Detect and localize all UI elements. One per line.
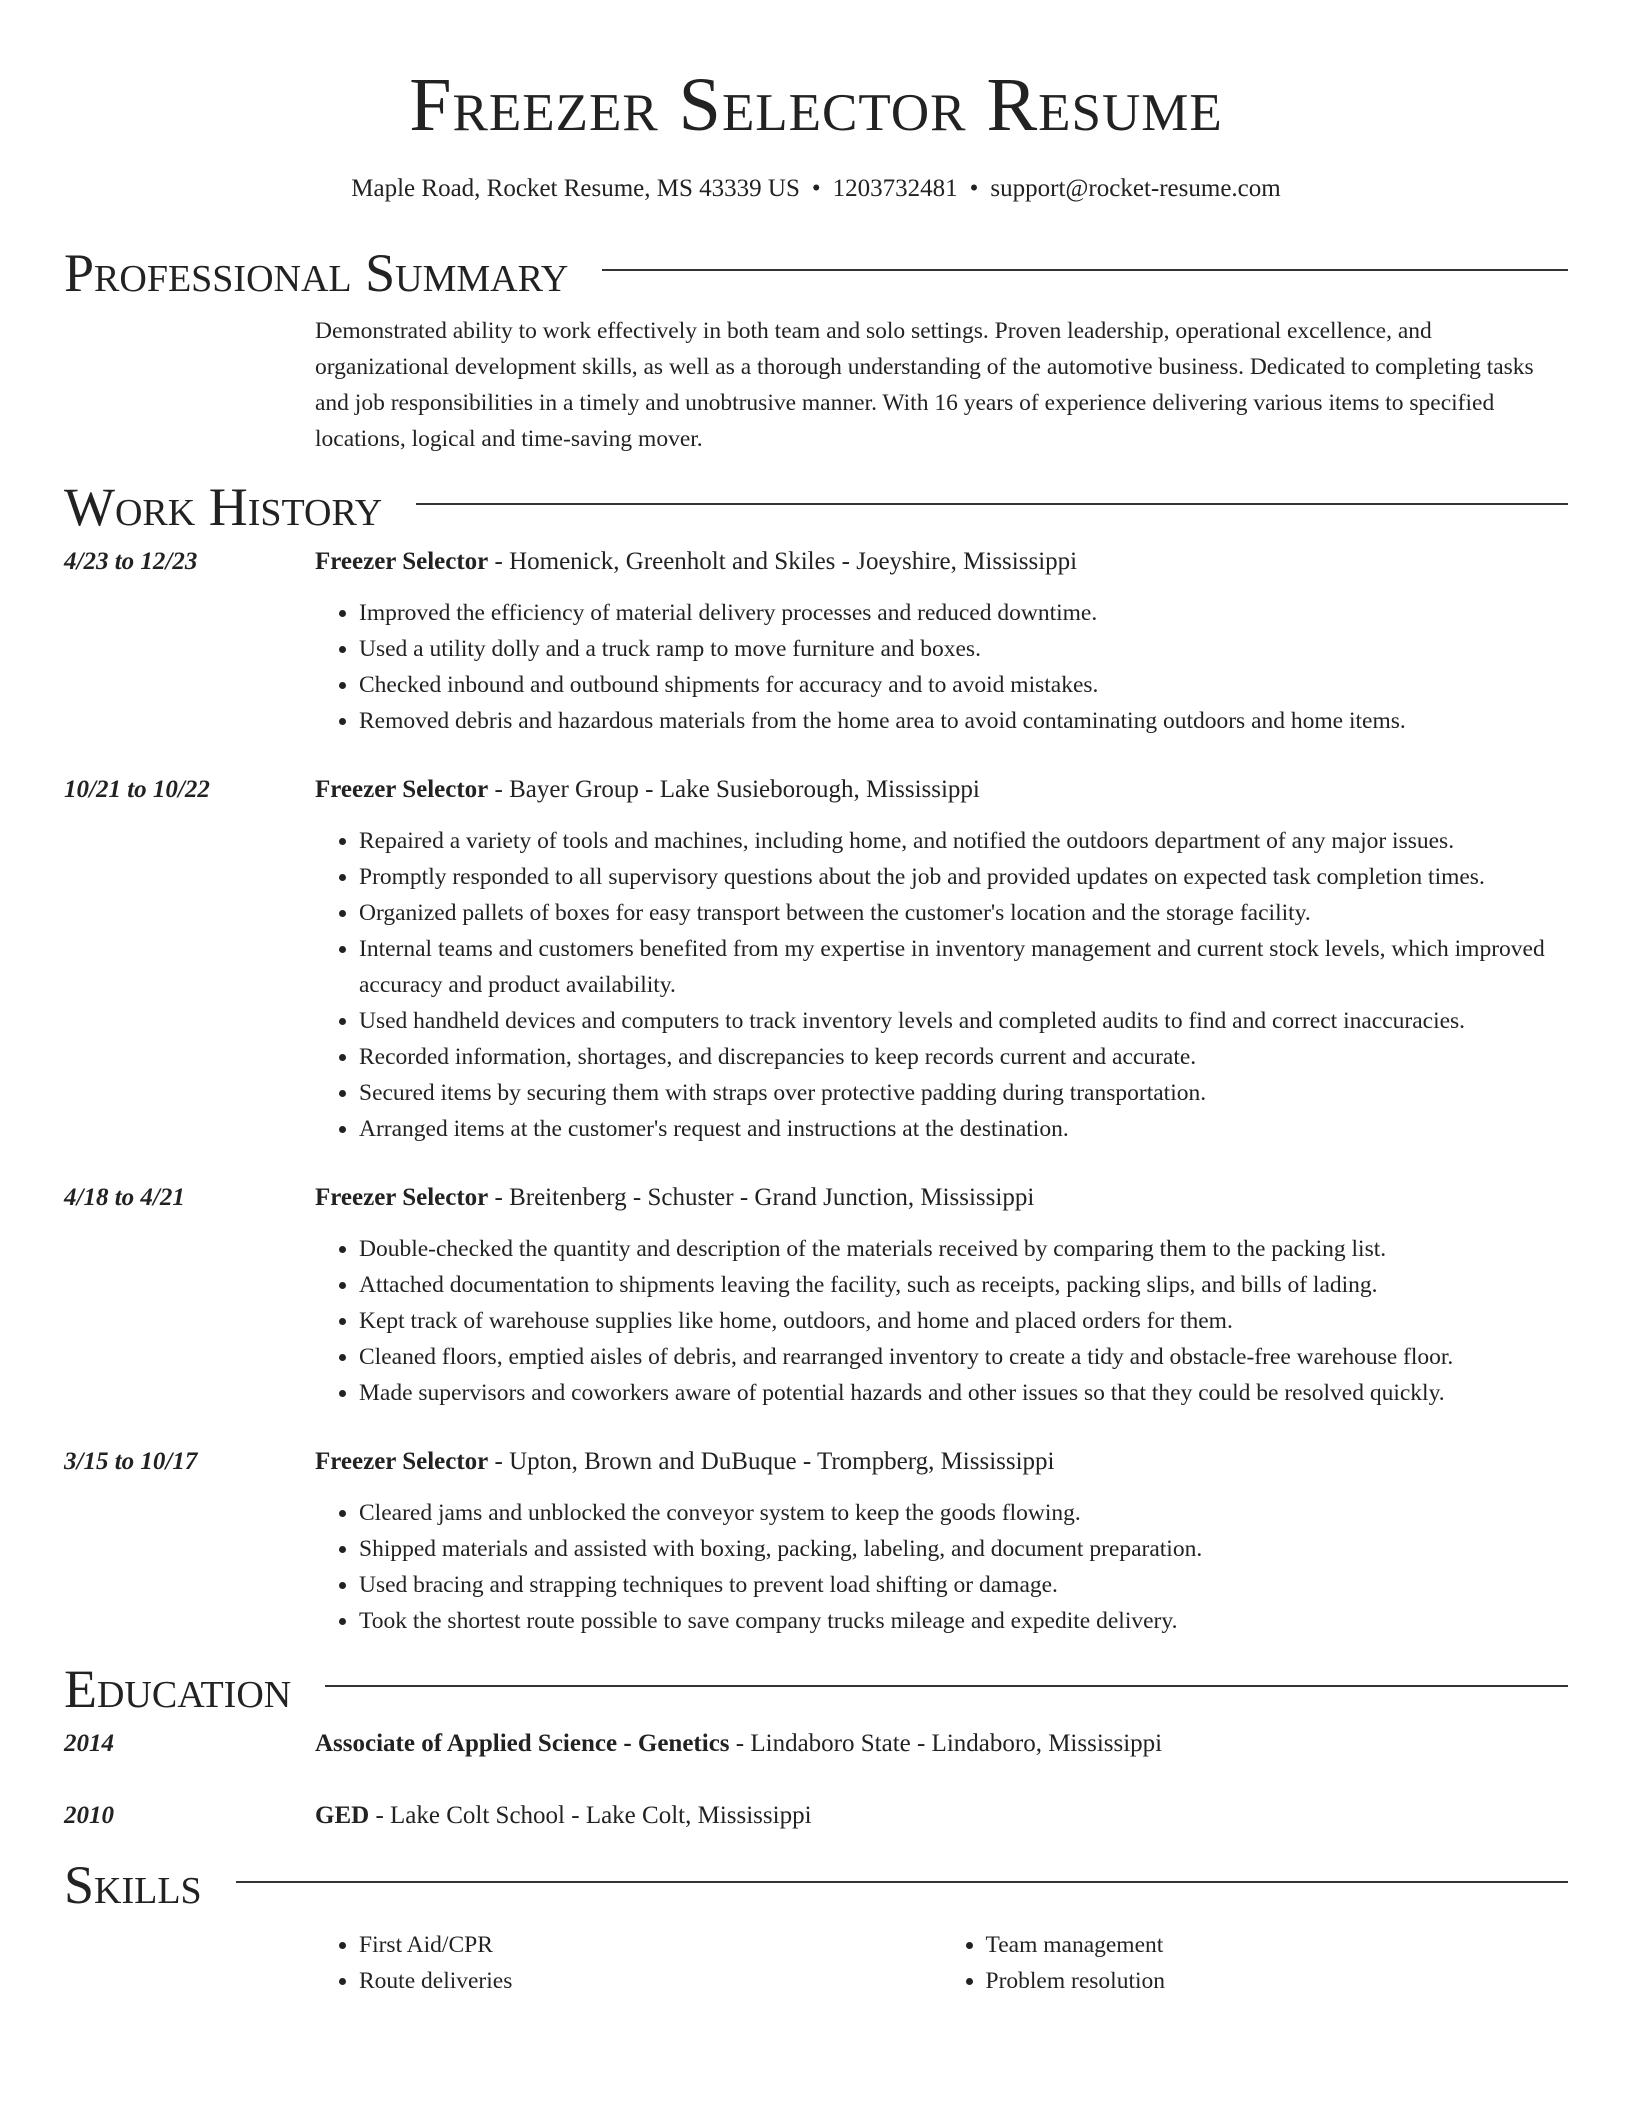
section-rule [325, 1685, 1568, 1687]
job-bullet: • Kept track of warehouse supplies like home, outdoors, and home and placed orders for them. [359, 1303, 1568, 1339]
job-body [315, 545, 1568, 739]
job-title: Freezer Selector [315, 776, 489, 803]
job-bullet: • Cleared jams and unblocked the conveyor system to keep the goods flowing. [359, 1495, 1568, 1531]
job-dates: 3/15 to 10/17 [64, 1448, 198, 1475]
job-bullet: • Used handheld devices and computers to track inventory levels and completed audits to find and correct inaccuracies. [359, 1003, 1568, 1039]
job-dates: 4/23 to 12/23 [64, 548, 198, 575]
education-heading [315, 1727, 1568, 1761]
job-dates: 10/21 to 10/22 [64, 776, 210, 803]
section-rule [236, 1881, 1568, 1883]
job-heading [315, 545, 1568, 579]
section-work-header [64, 477, 1568, 537]
job-heading [315, 1445, 1568, 1479]
education-details: - Lake Colt School - Lake Colt, Mississippi [369, 1802, 812, 1829]
education-body [315, 1799, 1568, 1833]
job-bullet: • Promptly responded to all supervisory questions about the job and provided updates on expected task completion times. [359, 859, 1568, 895]
job-bullet: • Shipped materials and assisted with boxing, packing, labeling, and document preparation. [359, 1531, 1568, 1567]
skill-item: • Team management [986, 1927, 1569, 1963]
resume-page [64, 0, 1568, 1999]
section-rule [416, 503, 1568, 505]
job-heading [315, 1181, 1568, 1215]
education-body [315, 1727, 1568, 1761]
job-title: Freezer Selector [315, 1184, 489, 1211]
job-body [315, 773, 1568, 1147]
job-bullet: • Removed debris and hazardous materials from the home area to avoid contaminating outdoors and home items. [359, 703, 1568, 739]
job-bullet: • Repaired a variety of tools and machines, including home, and notified the outdoors department of any major issues. [359, 823, 1568, 859]
job-bullet: • Took the shortest route possible to save company trucks mileage and expedite delivery. [359, 1603, 1568, 1639]
skill-item: • Route deliveries [359, 1963, 942, 1999]
contact-separator: • [811, 175, 821, 202]
job-entry [64, 773, 1568, 1147]
education-year: 2010 [64, 1802, 114, 1829]
job-details: - Homenick, Greenholt and Skiles - Joeyshire, Mississippi [488, 548, 1078, 575]
skills-column-left [315, 1927, 942, 1999]
job-bullet: • Used bracing and strapping techniques to prevent load shifting or damage. [359, 1567, 1568, 1603]
job-bullet: • Cleaned floors, emptied aisles of debris, and rearranged inventory to create a tidy and obstacle-free warehouse floor. [359, 1339, 1568, 1375]
job-details: - Bayer Group - Lake Susieborough, Mississippi [488, 776, 980, 803]
education-details: - Lindaboro State - Lindaboro, Mississippi [729, 1730, 1163, 1757]
job-details: - Breitenberg - Schuster - Grand Junction, Mississippi [488, 1184, 1035, 1211]
job-body [315, 1181, 1568, 1411]
resume-title: Freezer Selector Resume [409, 63, 1223, 147]
summary-text: Demonstrated ability to work effectively in both team and solo settings. Proven leadership, operational excellence, and organizational development skills, as well as a thorough understanding of the automotive business. Dedicated to completing tasks and job responsibilities in a timely and unobtrusive manner. With 16 years of experience delivering various items to specified locations, logical and time-saving mover. [315, 318, 1534, 452]
section-heading: Education [64, 1659, 292, 1719]
education-degree: Associate of Applied Science - Genetics [315, 1730, 730, 1757]
job-details: - Upton, Brown and DuBuque - Trompberg, Mississippi [488, 1448, 1055, 1475]
section-skills-header [64, 1855, 1568, 1915]
job-bullet: • Organized pallets of boxes for easy transport between the customer's location and the storage facility. [359, 895, 1568, 931]
skills-list [315, 1927, 1568, 1999]
email: support@rocket-resume.com [990, 175, 1281, 202]
phone: 1203732481 [832, 175, 958, 202]
job-bullet: • Checked inbound and outbound shipments for accuracy and to avoid mistakes. [359, 667, 1568, 703]
job-title: Freezer Selector [315, 548, 489, 575]
job-bullet: • Used a utility dolly and a truck ramp to move furniture and boxes. [359, 631, 1568, 667]
skill-item: • First Aid/CPR [359, 1927, 942, 1963]
job-bullet: • Arranged items at the customer's request and instructions at the destination. [359, 1111, 1568, 1147]
job-bullet: • Improved the efficiency of material delivery processes and reduced downtime. [359, 595, 1568, 631]
education-year: 2014 [64, 1730, 114, 1757]
contact-separator: • [969, 175, 979, 202]
job-bullets [315, 595, 1568, 739]
address: Maple Road, Rocket Resume, MS 43339 US [351, 175, 800, 202]
section-education-header [64, 1659, 1568, 1719]
skills-column-right [942, 1927, 1569, 1999]
job-bullet: • Recorded information, shortages, and discrepancies to keep records current and accurate. [359, 1039, 1568, 1075]
section-summary-header [64, 243, 1568, 303]
job-bullet: • Secured items by securing them with straps over protective padding during transportation. [359, 1075, 1568, 1111]
job-entry [64, 1181, 1568, 1411]
job-entry [64, 545, 1568, 739]
job-bullets [315, 823, 1568, 1147]
job-entry [64, 1445, 1568, 1639]
skill-item: • Problem resolution [986, 1963, 1569, 1999]
job-bullet: • Internal teams and customers benefited from my expertise in inventory management and current stock levels, which improved accuracy and product availability. [359, 931, 1568, 1003]
education-entry [64, 1799, 1568, 1833]
contact-line [64, 173, 1568, 205]
job-bullets [315, 1231, 1568, 1411]
job-bullet: • Attached documentation to shipments leaving the facility, such as receipts, packing slips, and bills of lading. [359, 1267, 1568, 1303]
education-entry [64, 1727, 1568, 1761]
job-bullets [315, 1495, 1568, 1639]
job-body [315, 1445, 1568, 1639]
job-title: Freezer Selector [315, 1448, 489, 1475]
education-degree: GED [315, 1802, 370, 1829]
job-bullet: • Made supervisors and coworkers aware of potential hazards and other issues so that they could be resolved quickly. [359, 1375, 1568, 1411]
section-rule [602, 269, 1568, 271]
section-heading: Skills [64, 1855, 202, 1915]
section-heading: Work History [64, 477, 383, 537]
education-heading [315, 1799, 1568, 1833]
job-dates: 4/18 to 4/21 [64, 1184, 185, 1211]
job-heading [315, 773, 1568, 807]
job-bullet: • Double-checked the quantity and description of the materials received by comparing them to the packing list. [359, 1231, 1568, 1267]
section-heading: Professional Summary [64, 243, 569, 303]
